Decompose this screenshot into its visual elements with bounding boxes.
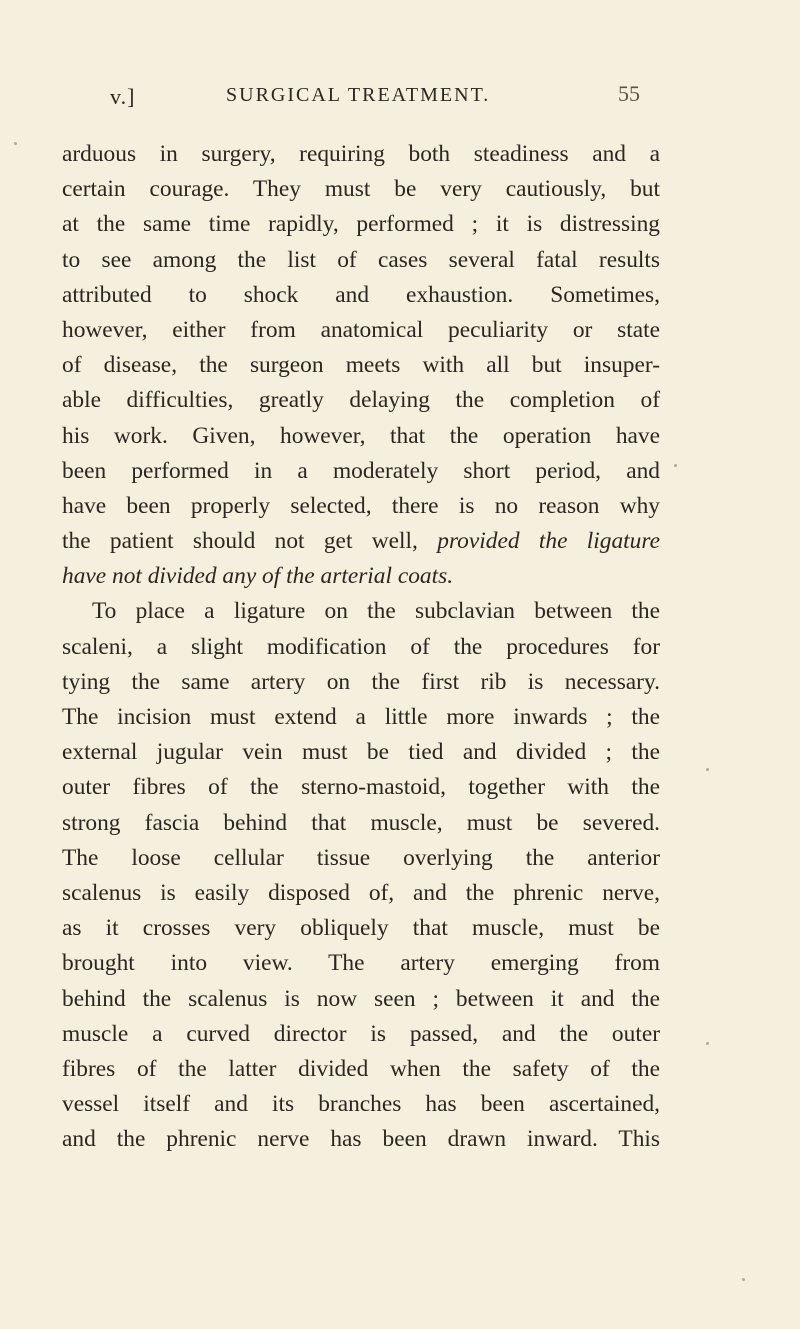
text-line: been performed in a moderately short period, and	[62, 457, 660, 484]
paragraph-1	[62, 137, 660, 594]
text-line: of disease, the surgeon meets with all but insuper-	[62, 352, 660, 379]
text-run: the patient should not get well,	[62, 528, 418, 555]
running-title: SURGICAL TREATMENT.	[226, 84, 491, 106]
text-line: tying the same artery on the first rib is necessary.	[62, 668, 660, 695]
text-line: muscle a curved director is passed, and the outer	[62, 1020, 660, 1047]
paper-speck	[14, 142, 17, 145]
text-line: to see among the list of cases several fatal results	[62, 246, 660, 273]
text-line: fibres of the latter divided when the safety of the	[62, 1055, 660, 1082]
page-number: 55	[618, 81, 640, 106]
text-line: have been properly selected, there is no reason why	[62, 492, 660, 519]
text-line: outer fibres of the sterno-mastoid, together with the	[62, 774, 660, 801]
paragraph-2	[62, 594, 660, 1157]
running-header	[0, 81, 800, 114]
paper-speck	[706, 768, 709, 771]
text-line: vessel itself and its branches has been ascertained,	[62, 1091, 660, 1118]
text-line: The incision must extend a little more inwards ; the	[62, 704, 660, 730]
text-line: as it crosses very obliquely that muscle, must be	[62, 915, 660, 942]
text-line: brought into view. The artery emerging from	[62, 950, 660, 977]
paper-speck	[706, 1042, 709, 1045]
text-line: scalenus is easily disposed of, and the phrenic nerve,	[62, 879, 660, 906]
italic-line: have not divided any of the arterial coats.	[62, 563, 454, 590]
paper-speck	[742, 1278, 745, 1281]
text-line: at the same time rapidly, performed ; it is distressing	[62, 211, 660, 238]
text-line: external jugular vein must be tied and divided ; the	[62, 739, 660, 766]
text-line: and the phrenic nerve has been drawn inward. This	[62, 1126, 660, 1153]
italic-emphasis: provided the ligature	[437, 528, 660, 555]
text-line: The loose cellular tissue overlying the anterior	[62, 844, 660, 871]
text-line: certain courage. They must be very cautiously, but	[62, 176, 660, 203]
text-line: To place a ligature on the subclavian between the	[92, 598, 660, 625]
text-line: behind the scalenus is now seen ; between it and the	[62, 985, 660, 1012]
text-line: able difficulties, greatly delaying the completion of	[62, 387, 660, 414]
text-line: his work. Given, however, that the operation have	[62, 422, 660, 449]
chapter-marker: v.]	[110, 84, 136, 109]
text-line: however, either from anatomical peculiarity or state	[62, 316, 660, 343]
text-line: arduous in surgery, requiring both steadiness and a	[62, 141, 660, 167]
paper-speck	[674, 464, 677, 467]
text-line: strong fascia behind that muscle, must be severed.	[62, 809, 660, 836]
text-line-with-emphasis	[62, 524, 660, 559]
body-text	[62, 137, 660, 1157]
text-line: attributed to shock and exhaustion. Sometimes,	[62, 281, 660, 308]
text-line: scaleni, a slight modification of the procedures for	[62, 633, 660, 660]
